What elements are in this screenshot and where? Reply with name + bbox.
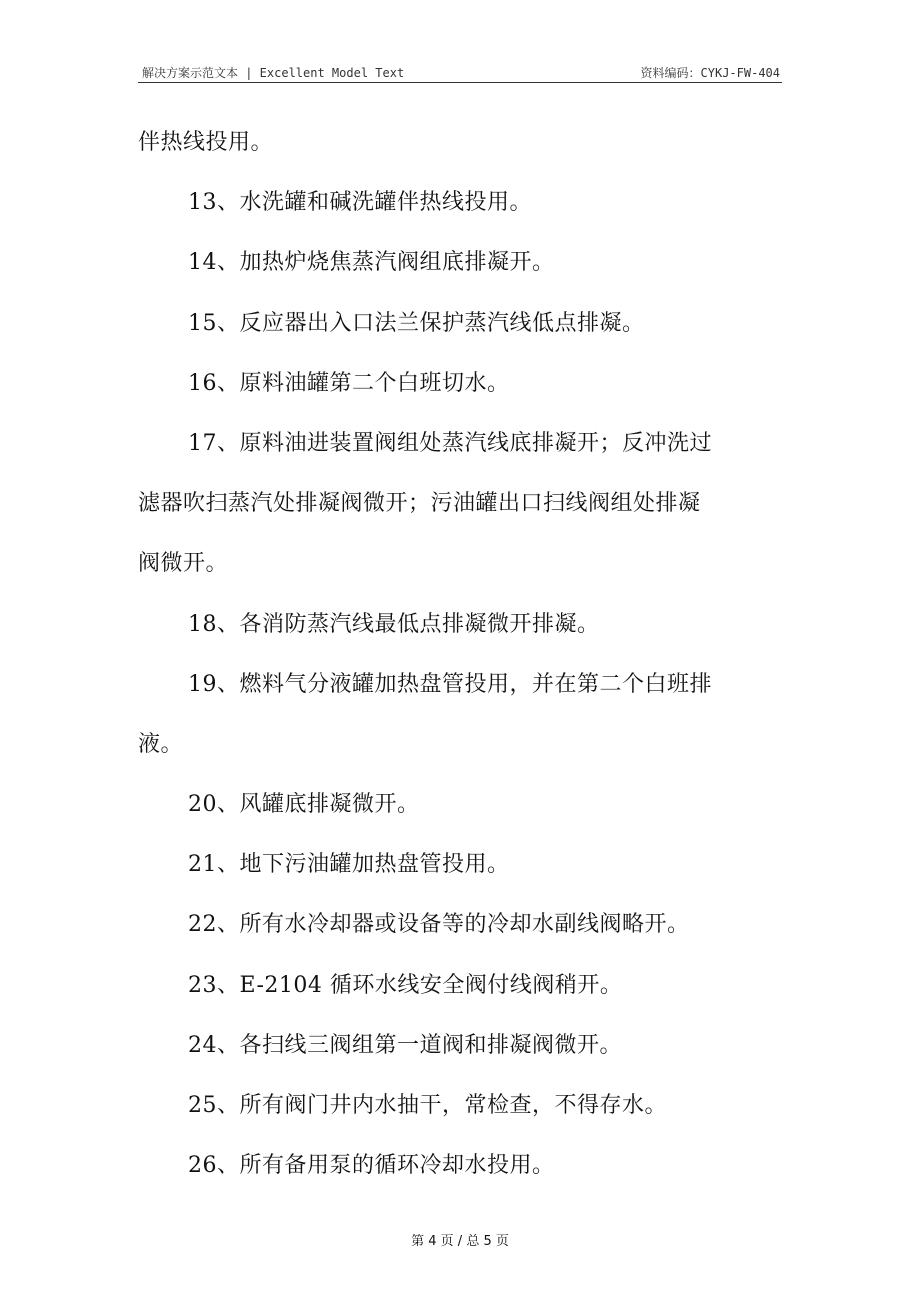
page-header [138, 60, 782, 83]
list-item-17-continued: 滤器吹扫蒸汽处排凝阀微开；污油罐出口扫线阀组处排凝 [138, 491, 701, 517]
list-item-17-continued: 阀微开。 [138, 551, 229, 577]
list-item-18: 18、各消防蒸汽线最低点排凝微开排凝。 [188, 611, 600, 637]
list-item-13: 13、水洗罐和碱洗罐伴热线投用。 [188, 190, 532, 216]
list-item-15: 15、反应器出入口法兰保护蒸汽线低点排凝。 [188, 310, 645, 336]
list-item-19-continued: 液。 [138, 731, 184, 757]
document-header-title: 解决方案示范文本 | Excellent Model Text [142, 66, 405, 80]
list-item-20: 20、风罐底排凝微开。 [188, 792, 420, 818]
page-footer [0, 1230, 920, 1249]
document-body [138, 113, 764, 1196]
list-item-25: 25、所有阀门井内水抽干，常检查，不得存水。 [188, 1093, 667, 1118]
list-item-17: 17、原料油进装置阀组处蒸汽线底排凝开；反冲洗过 [188, 430, 712, 456]
list-item-14: 14、加热炉烧焦蒸汽阀组底排凝开。 [188, 250, 555, 276]
list-item-26: 26、所有备用泵的循环冷却水投用。 [188, 1153, 555, 1179]
list-item-16: 16、原料油罐第二个白班切水。 [188, 370, 510, 396]
list-item-19: 19、燃料气分液罐加热盘管投用，并在第二个白班排 [188, 671, 712, 697]
list-item-23: 23、E-2104 循环水线安全阀付线阀稍开。 [188, 972, 623, 998]
text-line: 伴热线投用。 [138, 130, 274, 155]
list-item-21: 21、地下污油罐加热盘管投用。 [188, 852, 510, 878]
list-item-22: 22、所有水冷却器或设备等的冷却水副线阀略开。 [188, 912, 690, 938]
list-item-24: 24、各扫线三阀组第一道阀和排凝阀微开。 [188, 1032, 622, 1058]
document-code: 资料编码：CYKJ-FW-404 [640, 66, 780, 80]
page-indicator: 第 4 页 / 总 5 页 [411, 1234, 509, 1249]
